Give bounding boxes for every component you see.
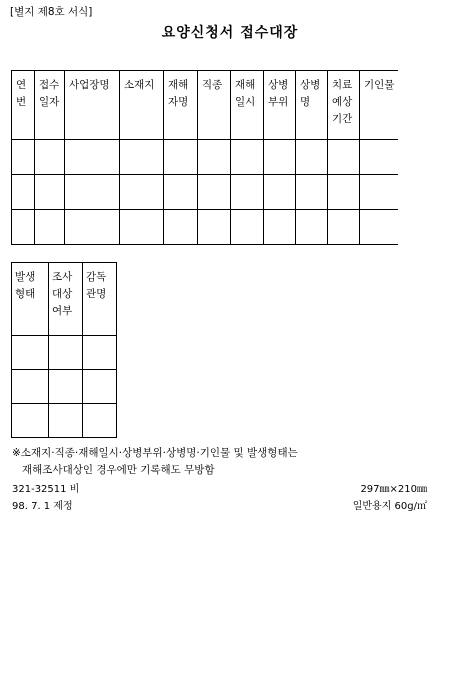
table-cell[interactable] [360, 140, 398, 175]
table-cell[interactable] [12, 175, 35, 210]
col-header-injury-site: 상병 부위 [264, 71, 296, 140]
table-cell[interactable] [65, 175, 120, 210]
paper-spec: 일반용지 60g/㎡ [352, 501, 427, 512]
table-cell[interactable] [49, 336, 83, 370]
paper-size: 297㎜×210㎜ [360, 484, 427, 495]
table-cell[interactable] [49, 404, 83, 438]
table-cell[interactable] [12, 370, 49, 404]
table-header-row [12, 71, 398, 140]
table-cell[interactable] [120, 210, 164, 245]
table-cell[interactable] [12, 404, 49, 438]
table-header-row [12, 263, 117, 336]
table-cell[interactable] [231, 140, 264, 175]
table-cell[interactable] [35, 175, 65, 210]
table-cell[interactable] [198, 210, 231, 245]
table-row [12, 336, 117, 370]
table-cell[interactable] [231, 210, 264, 245]
enactment-date: 98. 7. 1 제정 [12, 501, 73, 512]
table-cell[interactable] [120, 140, 164, 175]
table-cell[interactable] [65, 140, 120, 175]
table-cell[interactable] [83, 336, 117, 370]
table-row [12, 140, 398, 175]
table-cell[interactable] [164, 210, 198, 245]
table-cell[interactable] [296, 140, 328, 175]
col-header-serial: 연 번 [12, 71, 35, 140]
table-cell[interactable] [328, 140, 360, 175]
col-header-occurrence-type: 발생 형태 [12, 263, 49, 336]
table-cell[interactable] [231, 175, 264, 210]
col-header-supervisor: 감독 관명 [83, 263, 117, 336]
page-title: 요양신청서 접수대장 [161, 25, 299, 41]
table-cell[interactable] [35, 210, 65, 245]
table-cell[interactable] [360, 210, 398, 245]
col-header-investigation-target: 조사 대상 여부 [49, 263, 83, 336]
table-cell[interactable] [49, 370, 83, 404]
register-table-continued [11, 262, 117, 438]
table-cell[interactable] [164, 140, 198, 175]
form-number: [별지 제8호 서식] [10, 6, 93, 18]
col-header-victim: 재해 자명 [164, 71, 198, 140]
form-code: 321-32511 비 [12, 484, 80, 495]
col-header-location: 소재지 [120, 71, 164, 140]
table-cell[interactable] [264, 175, 296, 210]
table-cell[interactable] [12, 210, 35, 245]
col-header-accident-date: 재해 일시 [231, 71, 264, 140]
table-cell[interactable] [83, 370, 117, 404]
note-line-1: ※소재지·직종·재해일시·상병부위·상병명·기인물 및 발생형태는 [12, 447, 298, 459]
table-cell[interactable] [164, 175, 198, 210]
register-table-main [11, 70, 398, 245]
note-line-2: 재해조사대상인 경우에만 기록해도 무방함 [22, 464, 215, 476]
col-header-workplace: 사업장명 [65, 71, 120, 140]
col-header-occupation: 직종 [198, 71, 231, 140]
table-cell[interactable] [296, 175, 328, 210]
table-cell[interactable] [264, 210, 296, 245]
table-cell[interactable] [328, 210, 360, 245]
table-row [12, 210, 398, 245]
col-header-receipt-date: 접수 일자 [35, 71, 65, 140]
table-cell[interactable] [198, 140, 231, 175]
col-header-injury-name: 상병 명 [296, 71, 328, 140]
table-cell[interactable] [12, 336, 49, 370]
table-cell[interactable] [264, 140, 296, 175]
table-row [12, 175, 398, 210]
col-header-cause: 기인물 [360, 71, 398, 140]
table-cell[interactable] [296, 210, 328, 245]
table-cell[interactable] [360, 175, 398, 210]
table-cell[interactable] [35, 140, 65, 175]
table-row [12, 370, 117, 404]
table-cell[interactable] [198, 175, 231, 210]
table-cell[interactable] [120, 175, 164, 210]
table-row [12, 404, 117, 438]
col-header-treatment-period: 치료 예상 기간 [328, 71, 360, 140]
table-cell[interactable] [12, 140, 35, 175]
table-cell[interactable] [83, 404, 117, 438]
table-cell[interactable] [65, 210, 120, 245]
table-cell[interactable] [328, 175, 360, 210]
